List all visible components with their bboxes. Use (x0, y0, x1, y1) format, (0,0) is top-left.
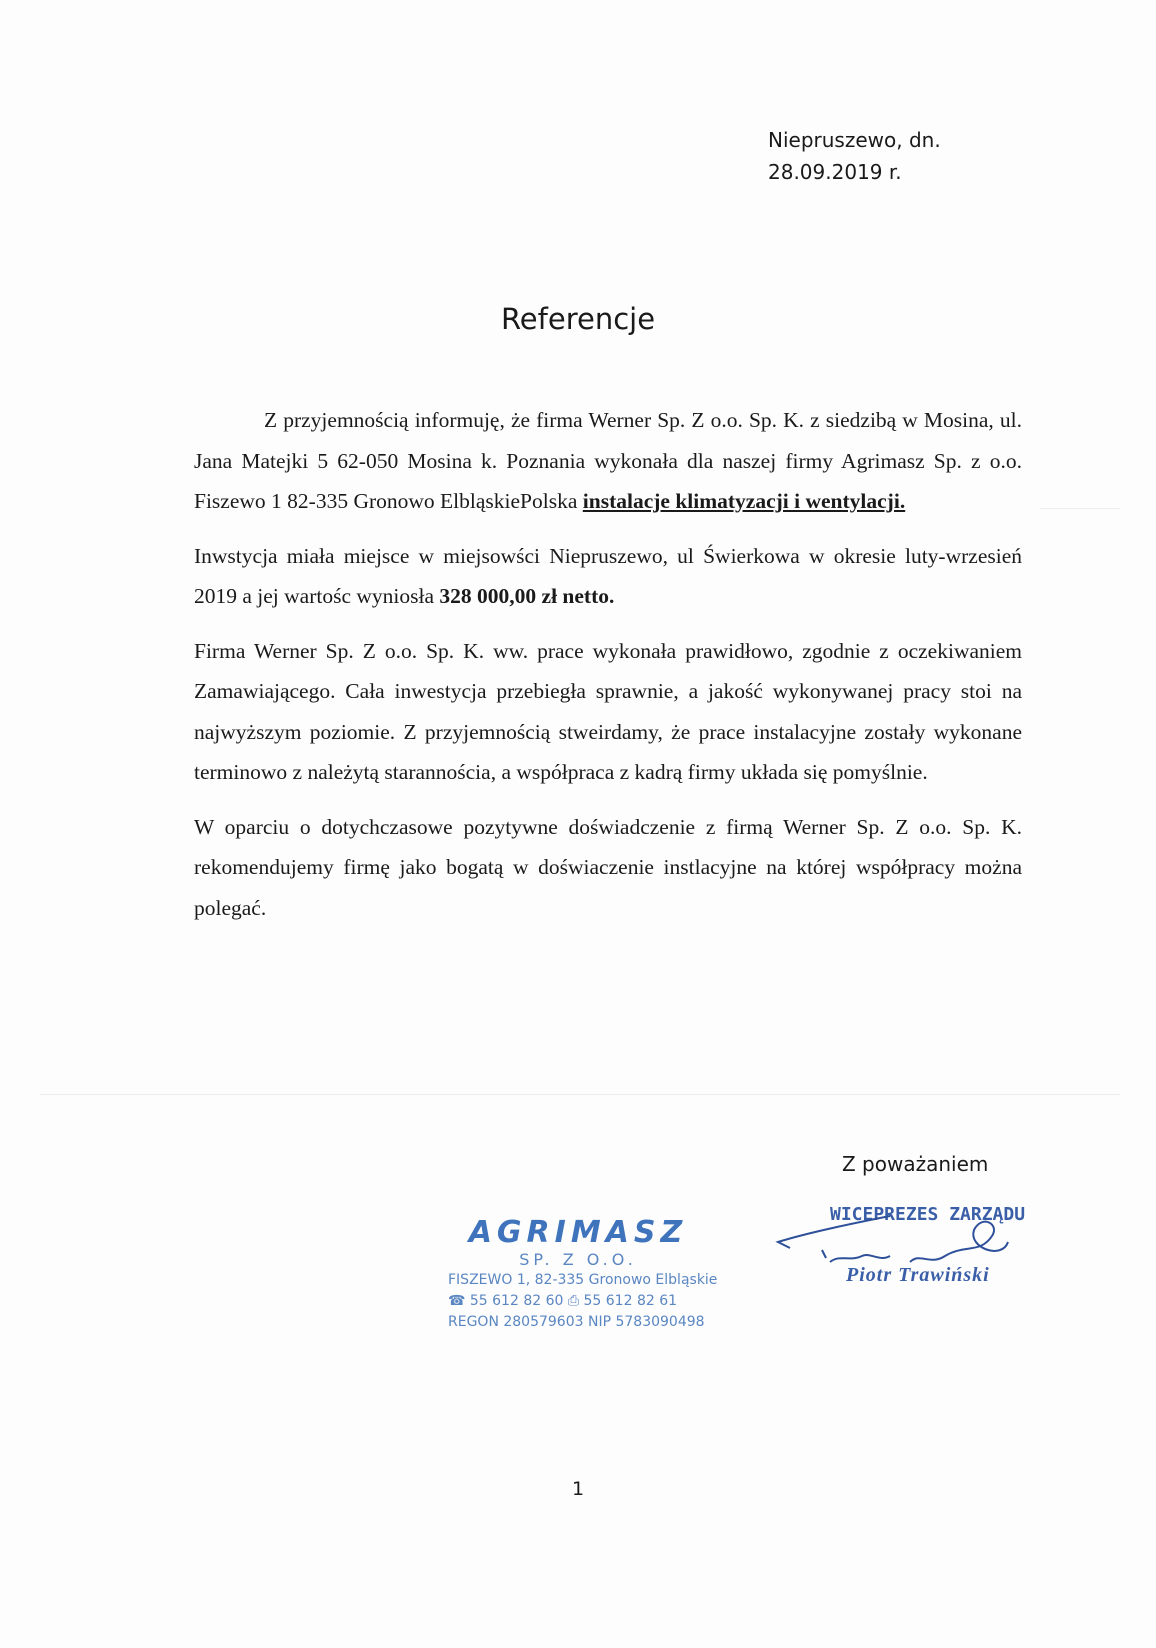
scan-artifact-line (1040, 508, 1120, 509)
paragraph-4 (194, 807, 1022, 929)
stamp-company-name: AGRIMASZ (468, 1215, 688, 1250)
paragraph-3-text: Firma Werner Sp. Z o.o. Sp. K. ww. prace wykonała prawidłowo, zgodnie z oczekiwaniem Zamawiającego. Cała inwestycja przebiegła sprawnie, a jakość wykonywanej pracy stoi na najwyższym poziomie. Z przyjemnością stweirdamy, że prace instalacyjne zostały wykonane terminowo z należytą starannościa, a współpraca z kadrą firmy układa się pomyślnie. (194, 638, 1022, 784)
signatory-title: WICEPREZES ZARZĄDU (830, 1204, 1026, 1225)
paragraph-2-emphasis: 328 000,00 zł netto. (439, 584, 615, 608)
paragraph-1-text: Z przyjemnością informuję, że firma Werner Sp. Z o.o. Sp. K. z siedzibą w Mosina, ul. Jana Matejki 5 62-050 Mosina k. Poznania wykonała dla naszej firmy Agrimasz Sp. z o.o. Fiszewo 1 82-335 Gronowo ElbląskiePolska (194, 408, 1022, 513)
stamp-ids: REGON 280579603 NIP 5783090498 (448, 1314, 705, 1330)
stamp-legal-form: SP. Z O.O. (519, 1250, 637, 1269)
letter-body (194, 400, 1022, 942)
scan-artifact-line (40, 1094, 1120, 1095)
stamp-phone: ☎ 55 612 82 60 ⎙ 55 612 82 61 (448, 1293, 678, 1309)
stamp-address: FISZEWO 1, 82-335 Gronowo Elbląskie (448, 1272, 718, 1288)
page-number: 1 (571, 1478, 585, 1500)
place-and-date (768, 124, 941, 188)
document-title: Referencje (500, 302, 656, 336)
company-stamp (448, 1215, 718, 1333)
handwritten-signature (770, 1196, 1050, 1306)
place-line: Niepruszewo, dn. (768, 128, 941, 152)
paragraph-1 (194, 400, 1022, 522)
signatory-name: Piotr Trawiński (846, 1264, 990, 1286)
paragraph-1-emphasis: instalacje klimatyzacji i wentylacji. (582, 489, 906, 513)
paragraph-2 (194, 536, 1022, 617)
signature-block (770, 1196, 1050, 1306)
paragraph-3 (194, 631, 1022, 793)
paragraph-4-text: W oparciu o dotychczasowe pozytywne doświadczenie z firmą Werner Sp. Z o.o. Sp. K. rekomendujemy firmę jako bogatą w doświaczenie instlacyjne na której współpracy można polegać. (194, 814, 1022, 920)
closing-salutation: Z poważaniem (842, 1152, 989, 1176)
date-line: 28.09.2019 r. (768, 160, 902, 184)
paragraph-2-text: Inwstycja miała miejsce w miejsowści Niepruszewo, ul Świerkowa w okresie luty-wrzesień 2019 a jej wartośc wyniosła (194, 543, 1022, 608)
